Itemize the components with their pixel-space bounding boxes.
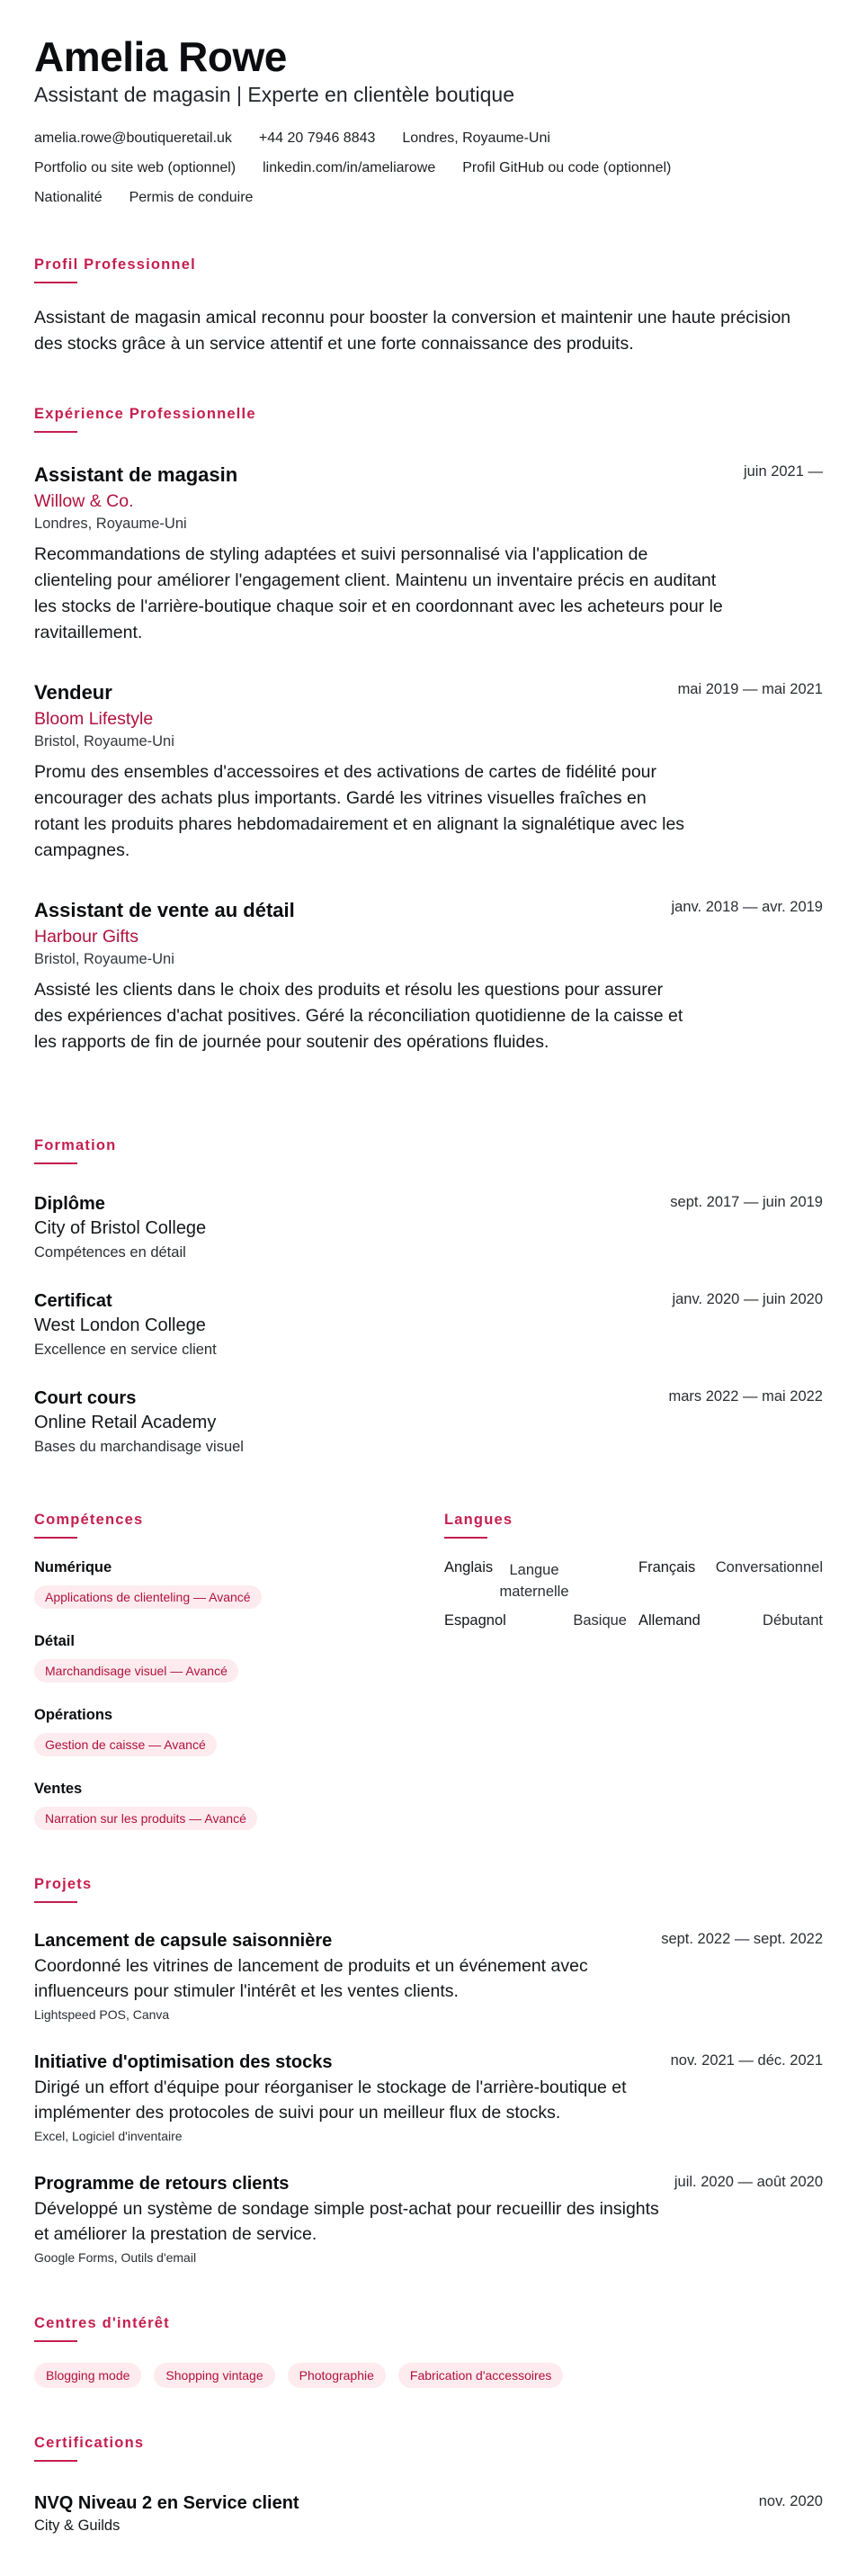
job-date: juin 2021 — xyxy=(743,463,823,480)
job-date: mai 2019 — mai 2021 xyxy=(677,681,823,697)
projects-section-rule xyxy=(34,1901,77,1903)
skill-category: Détail xyxy=(34,1633,75,1649)
job-company: Willow & Co. xyxy=(34,491,134,511)
education-section-rule xyxy=(34,1162,77,1164)
education-school: West London College xyxy=(34,1315,206,1335)
interest-pill: Shopping vintage xyxy=(154,2363,274,2388)
skill-group xyxy=(34,1633,238,1683)
skill-category: Ventes xyxy=(34,1781,83,1797)
skill-pill: Narration sur les produits — Avancé xyxy=(34,1807,257,1830)
education-degree: Diplôme xyxy=(34,1194,105,1214)
project-tools: Lightspeed POS, Canva xyxy=(34,2007,170,2022)
project-description: Dirigé un effort d'équipe pour réorganiser le stockage de l'arrière-boutique et implémenter des protocoles de suivi pour un meilleur flux de stocks. xyxy=(34,2078,627,2123)
interests-section-title: Centres d'intérêt xyxy=(34,2315,170,2331)
skills-section-title: Compétences xyxy=(34,1512,144,1528)
job-title: Vendeur xyxy=(34,681,112,704)
experience-entry xyxy=(34,681,823,864)
project-tools: Google Forms, Outils d'email xyxy=(34,2250,197,2265)
profile-summary: Assistant de magasin amical reconnu pour booster la conversion et maintenir une haute précision des stocks grâce à un service attentif et une forte connaissance des produits. xyxy=(34,308,791,354)
project-entry xyxy=(34,1931,823,2022)
project-entry xyxy=(34,2052,823,2143)
project-date: nov. 2021 — déc. 2021 xyxy=(670,2052,823,2069)
education-degree: Certificat xyxy=(34,1291,112,1311)
contact-email[interactable]: amelia.rowe@boutiqueretail.uk xyxy=(34,130,232,146)
education-field: Excellence en service client xyxy=(34,1342,217,1358)
certifications-section-rule xyxy=(34,2460,77,2462)
skill-category: Numérique xyxy=(34,1559,112,1575)
contact-phone[interactable]: +44 20 7946 8843 xyxy=(258,130,376,146)
experience-section-title: Expérience Professionnelle xyxy=(34,406,256,422)
languages-section-rule xyxy=(444,1537,487,1539)
project-tools: Excel, Logiciel d'inventaire xyxy=(34,2129,183,2143)
education-date: mars 2022 — mai 2022 xyxy=(668,1388,823,1405)
project-name: Lancement de capsule saisonnière xyxy=(34,1931,333,1951)
language-name: Allemand xyxy=(638,1612,701,1629)
profile-section-rule xyxy=(34,282,77,283)
project-date: sept. 2022 — sept. 2022 xyxy=(661,1931,823,1947)
contact-driving-licence: Permis de conduire xyxy=(129,190,254,205)
project-name: Initiative d'optimisation des stocks xyxy=(34,2052,333,2072)
project-name: Programme de retours clients xyxy=(34,2174,290,2194)
language-name: Français xyxy=(638,1559,696,1575)
language-name: Espagnol xyxy=(444,1612,506,1629)
job-description: Recommandations de styling adaptées et suivi personnalisé via l'application de clienteling pour améliorer l'engagement client. Maintenu un inventaire précis en auditant les stocks de l'arrière-boutique chaque soir et en coordonnant avec les acheteurs pour le ravitaillement. xyxy=(34,544,723,642)
education-entry xyxy=(34,1388,823,1456)
certifications-section-title: Certifications xyxy=(34,2435,145,2451)
contact-linkedin[interactable]: linkedin.com/in/ameliarowe xyxy=(263,160,436,175)
language-level: Conversationnel xyxy=(715,1559,823,1575)
skill-category: Opérations xyxy=(34,1707,113,1723)
skill-pill: Gestion de caisse — Avancé xyxy=(34,1733,217,1756)
language-level: Langue maternelle xyxy=(499,1562,569,1600)
education-field: Compétences en détail xyxy=(34,1244,186,1261)
projects-section-title: Projets xyxy=(34,1876,93,1892)
job-location: Bristol, Royaume-Uni xyxy=(34,951,174,967)
job-location: Londres, Royaume-Uni xyxy=(34,516,187,532)
skill-group xyxy=(34,1707,217,1756)
languages-section-title: Langues xyxy=(444,1512,513,1528)
contact-portfolio[interactable]: Portfolio ou site web (optionnel) xyxy=(34,160,237,175)
contact-github[interactable]: Profil GitHub ou code (optionnel) xyxy=(462,160,672,175)
interests-list xyxy=(34,2363,576,2388)
interest-pill: Photographie xyxy=(288,2363,386,2388)
language-level: Débutant xyxy=(763,1612,823,1629)
education-section-title: Formation xyxy=(34,1137,117,1153)
job-description: Assisté les clients dans le choix des produits et résolu les questions pour assurer des expériences d'achat positives. Géré la réconciliation quotidienne de la caisse et les rapports de fin de journée pour soutenir des opérations fluides. xyxy=(34,980,683,1052)
job-description: Promu des ensembles d'accessoires et des activations de cartes de fidélité pour encourager des achats plus importants. Gardé les vitrines visuelles fraîches en rotant les produits phares hebdomadairement et en alignant la signalétique avec les campagnes. xyxy=(34,762,685,860)
education-entry xyxy=(34,1194,823,1261)
education-school: City of Bristol College xyxy=(34,1218,207,1238)
job-title: Assistant de magasin xyxy=(34,463,238,486)
interest-pill: Blogging mode xyxy=(34,2363,141,2388)
job-title: Assistant de vente au détail xyxy=(34,899,295,921)
skill-group xyxy=(34,1781,257,1830)
candidate-name: Amelia Rowe xyxy=(34,33,287,80)
interests-section-rule xyxy=(34,2340,77,2342)
skill-pill: Marchandisage visuel — Avancé xyxy=(34,1659,238,1683)
education-degree: Court cours xyxy=(34,1388,137,1408)
certification-entry xyxy=(34,2493,823,2535)
education-date: sept. 2017 — juin 2019 xyxy=(670,1194,823,1210)
certification-name: NVQ Niveau 2 en Service client xyxy=(34,2493,299,2513)
profile-section-title: Profil Professionnel xyxy=(34,256,196,273)
language-name: Anglais xyxy=(444,1559,494,1575)
project-date: juil. 2020 — août 2020 xyxy=(674,2174,823,2190)
job-company: Bloom Lifestyle xyxy=(34,709,154,729)
project-description: Développé un système de sondage simple post-achat pour recueillir des insights et améliorer la prestation de service. xyxy=(34,2199,659,2244)
contact-row-links xyxy=(34,160,698,176)
education-date: janv. 2020 — juin 2020 xyxy=(672,1291,823,1307)
education-school: Online Retail Academy xyxy=(34,1413,217,1432)
contact-row-primary xyxy=(34,130,577,147)
contact-location: Londres, Royaume-Uni xyxy=(402,130,550,146)
experience-section-rule xyxy=(34,431,77,433)
experience-entry xyxy=(34,899,823,1055)
experience-entry xyxy=(34,463,823,646)
job-company: Harbour Gifts xyxy=(34,927,138,947)
language-level: Basique xyxy=(573,1612,627,1629)
education-entry xyxy=(34,1291,823,1359)
skill-group xyxy=(34,1559,262,1609)
skills-section-rule xyxy=(34,1537,77,1539)
candidate-headline: Assistant de magasin | Experte en clientèle boutique xyxy=(34,83,515,106)
contact-nationality: Nationalité xyxy=(34,190,103,205)
project-entry xyxy=(34,2174,823,2265)
skill-pill: Applications de clienteling — Avancé xyxy=(34,1585,262,1609)
job-location: Bristol, Royaume-Uni xyxy=(34,733,174,749)
education-field: Bases du marchandisage visuel xyxy=(34,1439,244,1455)
certification-issuer: City & Guilds xyxy=(34,2518,121,2534)
project-description: Coordonné les vitrines de lancement de produits et un événement avec influenceurs pour stimuler l'intérêt et les ventes clients. xyxy=(34,1956,588,2001)
contact-row-extra xyxy=(34,190,280,206)
certification-date: nov. 2020 xyxy=(758,2493,823,2509)
job-date: janv. 2018 — avr. 2019 xyxy=(671,899,823,915)
interest-pill: Fabrication d'accessoires xyxy=(398,2363,564,2388)
